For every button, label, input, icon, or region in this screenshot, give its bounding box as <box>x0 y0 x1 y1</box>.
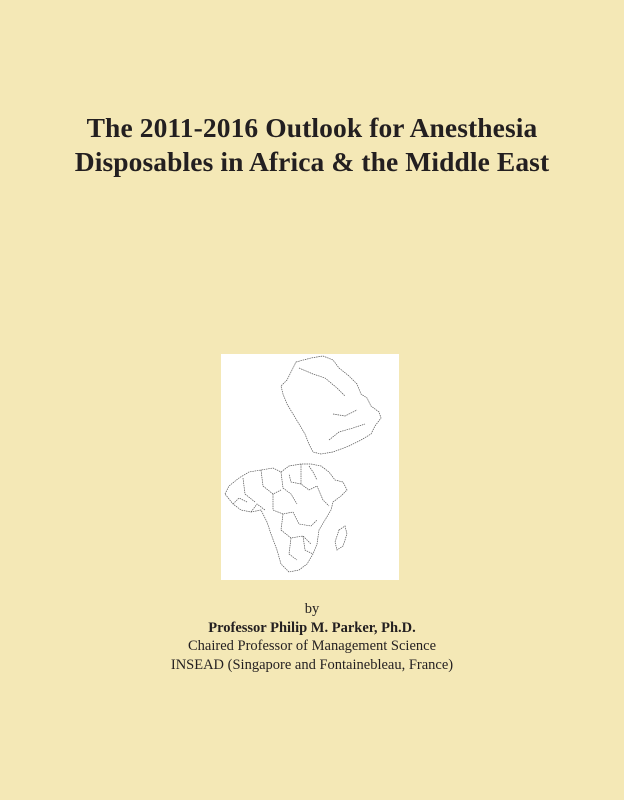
book-title <box>0 111 624 179</box>
byline-block <box>0 600 624 674</box>
author-institution: INSEAD (Singapore and Fontainebleau, France) <box>170 656 454 673</box>
author-name: Professor Philip M. Parker, Ph.D. <box>208 619 416 636</box>
title-line-1: The 2011-2016 Outlook for Anesthesia <box>86 112 538 143</box>
by-label: by <box>304 601 320 617</box>
cover-map-image <box>221 354 399 580</box>
author-position: Chaired Professor of Management Science <box>187 638 437 654</box>
title-line-2: Disposables in Africa & the Middle East <box>74 146 550 177</box>
africa-middle-east-map-icon <box>221 354 399 580</box>
